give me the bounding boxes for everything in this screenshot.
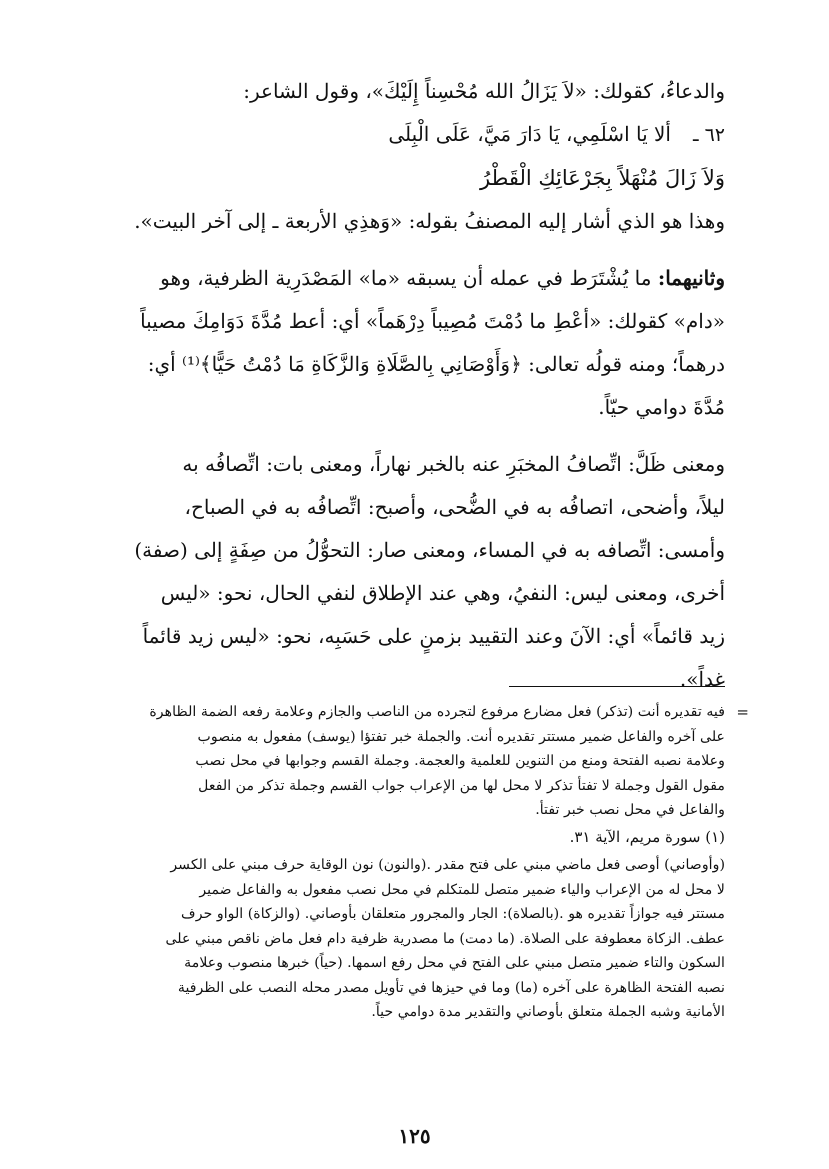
second-heading: وثانيهما: — [657, 266, 725, 290]
page-number: ١٢٥ — [398, 1124, 431, 1148]
paragraph-gap — [105, 243, 725, 257]
continuation-mark: = — [736, 703, 749, 721]
continuation-line-1: فيه تقديره أنت (تذكر) فعل مضارع مرفوع لتجرده من الناصب والجازم وعلامة رفعه الضمة الظاهرة — [149, 704, 725, 720]
continuation-line-2: على آخره والفاعل ضمير مستتر تقديره أنت. والجملة خبر تفتؤا (يوسف) مفعول به منصوب — [197, 728, 725, 745]
second-paragraph-line-3: درهماً؛ ومنه قولُه تعالى: ﴿وَأَوْصَانِي بِالصَّلَاةِ وَالزَّكَاةِ مَا دُمْتُ حَيًّا﴾⁽¹⁾ أي: — [147, 352, 725, 376]
footnote-1-line-3: مستتر فيه جوازاً تقديره هو .(بالصلاة): الجار والمجرور متعلقان بأوصاني. (والزكاة) الواو حرف — [181, 906, 725, 922]
continuation-line-3: وعلامة نصبه الفتحة ومنع من التنوين للعلمية والعجمة. وجملة القسم وجوابها في محل نصب — [195, 753, 725, 769]
second-paragraph-line-1 — [105, 257, 725, 300]
meanings-line-4: أخرى، ومعنى ليس: النفيُ، وهي عند الإطلاق لنفي الحال، نحو: «ليس — [160, 581, 725, 605]
meanings-line-3: وأمسى: اتِّصافه به في المساء، ومعنى صار: التحوُّلُ من صِفَةٍ إلى (صفة) — [134, 538, 725, 562]
verse-62 — [105, 113, 725, 157]
footnote-1-line-4: عطف. الزكاة معطوفة على الصلاة. (ما دمت) ما مصدرية ظرفية دام فعل ماض ناقص مبني على — [165, 930, 725, 947]
meanings-line-2: ليلاً، وأضحى، اتصافُه به في الضُّحى، وأصبح: اتِّصافُه به في الصباح، — [184, 495, 725, 519]
footnote-1-line-7: الأمانية وشبه الجملة متعلق بأوصاني والتقدير مدة دوامي حياً. — [371, 1004, 725, 1020]
verse-line-a: ألا يَا اسْلَمِي، يَا دَارَ مَيَّ، عَلَى الْبِلَى — [388, 122, 671, 146]
verse-line-b: وَلاَ زَالَ مُنْهَلاً بِجَرْعَائِكِ الْقَطْرُ — [480, 166, 725, 190]
second-line-text: ما يُشْتَرَط في عمله أن يسبقه «ما» المَصْدَرِية الظرفية، وهو — [160, 266, 652, 290]
continuation-line-4: مقول القول وجملة لا تفتأ تذكر لا محل لها من الإعراب جواب القسم وجملة تذكر من الفعل — [198, 777, 725, 794]
note-line: وهذا هو الذي أشار إليه المصنفُ بقوله: «وَهذِي الأربعة ـ إلى آخر البيت». — [134, 209, 725, 233]
footnote-1-line-5: السكون والتاء ضمير متصل مبني على الفتح في محل رفع اسمها. (حياً) خبرها منصوب وعلامة — [184, 955, 725, 971]
continuation-line-5: والفاعل في محل نصب خبر تفتأ. — [535, 802, 725, 818]
paragraph-gap — [105, 429, 725, 443]
verse-number: ٦٢ ـ — [692, 124, 725, 146]
intro-line: والدعاءُ، كقولك: «لاَ يَزَالُ الله مُحْسِناً إِلَيْكَ»، وقول الشاعر: — [243, 79, 725, 103]
footnotes — [105, 700, 749, 1025]
footnote-1-line-6: نصبه الفتحة الظاهرة على آخره (ما) وما في حيزها في تأويل مصدر محله النصب على الظرفية — [177, 979, 725, 996]
footnote-1-line-2: لا محل له من الإعراب والياء ضمير متصل للمتكلم في محل نصب مفعول به والفاعل ضمير — [199, 881, 725, 898]
meanings-line-6: غداً». — [679, 667, 725, 691]
footnote-divider — [509, 686, 725, 687]
footnote-1-line-1: (وأوصاني) أوصى فعل ماضي مبني على فتح مقدر .(والنون) نون الوقاية حرف مبني على الكسر — [170, 857, 725, 873]
meanings-line-1: ومعنى ظَلَّ: اتِّصافُ المخبَرِ عنه بالخبر نهاراً، ومعنى بات: اتِّصافُه به — [182, 452, 725, 476]
main-text — [105, 70, 725, 701]
second-paragraph-line-4: مُدَّةَ دوامي حيّاً. — [598, 395, 725, 419]
footnote-1-body — [105, 853, 725, 1025]
footnote-1-heading: (١) سورة مريم، الآية ٣١. — [569, 827, 725, 846]
second-paragraph-line-2: «دام» كقولك: «أعْطِ ما دُمْتَ مُصِيباً دِرْهَماً» أي: أعط مُدَّةَ دَوَامِكَ مصيباً — [140, 309, 725, 333]
meanings-line-5: زيد قائماً» أي: الآنَ وعند التقييد بزمنٍ على حَسَبِه، نحو: «ليس زيد قائماً — [142, 624, 725, 648]
